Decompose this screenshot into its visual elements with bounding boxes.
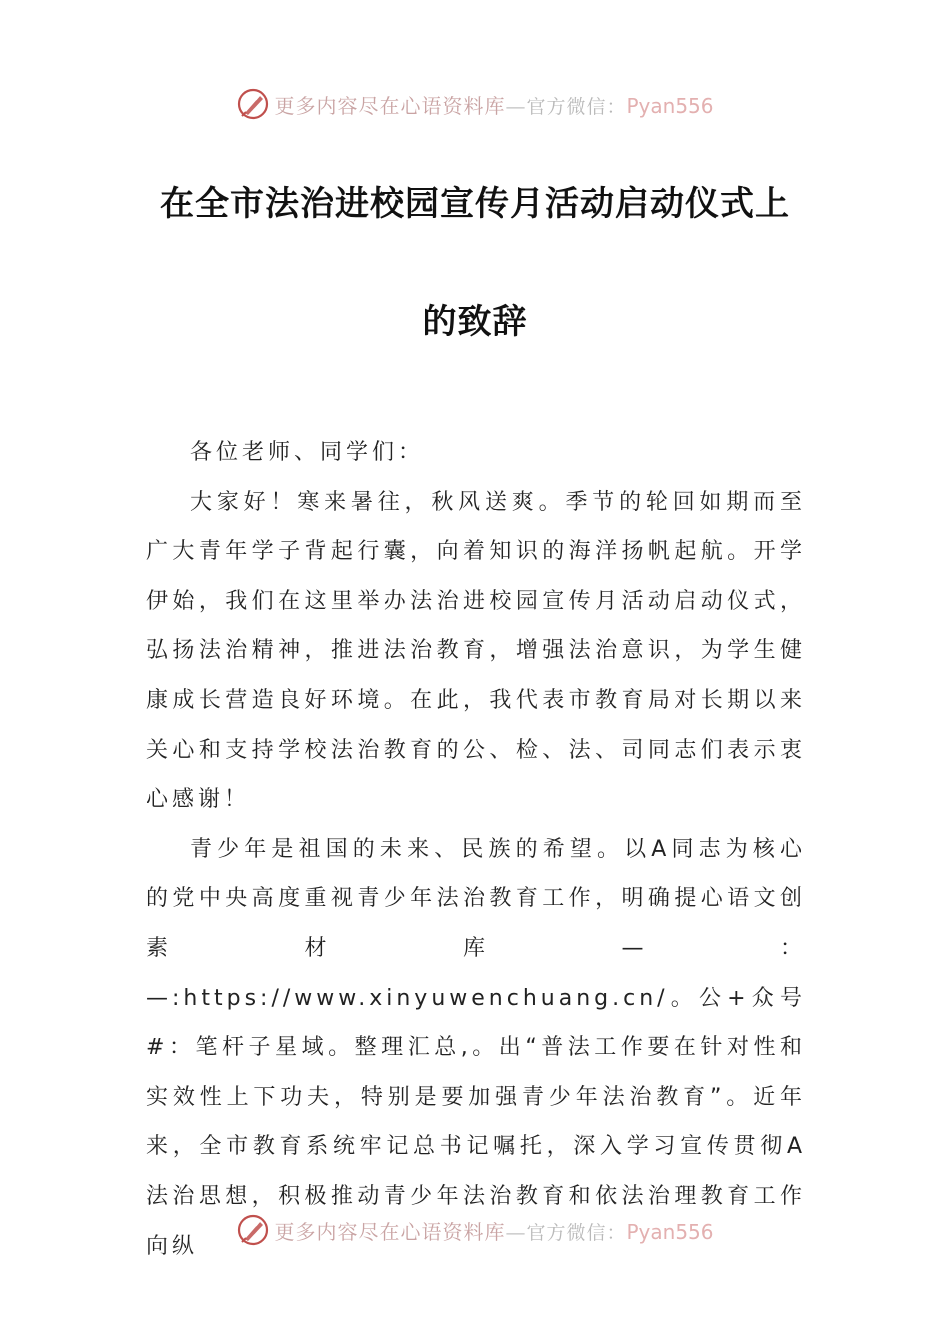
salutation-paragraph: 各位老师、同学们： (190, 440, 425, 465)
body-paragraph: 大家好！寒来暑往，秋风送爽。季节的轮回如期而至广大青年学子背起行囊，向着知识的海洋扬帆起航。开学伊始，我们在这里举办法治进校园宣传月活动启动仪式，弘扬法治精神，推进法治教育，增强法治意识，为学生健康成长营造良好环境。在此，我代表市教育局对长期以来关心和支持学校法治教育的公、检、法、司同志们表示衷心感谢！ (146, 489, 806, 813)
body-paragraph: 青少年是祖国的未来、民族的希望。以A同志为核心的党中央高度重视青少年法治教育工作，明确提心语文创素材库—：—:https://www.xinyuwenchuang.cn/。公+众号#：笔杆子星域。整理汇总,。出“普法工作要在针对性和实效性上下功夫，特别是要加强青少年法治教育”。近年来，全市教育系统牢记总书记嘱托，深入学习宣传贯彻A法治思想，积极推动青少年法治教育和依法治理教育工作向纵 (146, 836, 806, 1259)
footer-watermark (0, 1210, 950, 1250)
banner-wechat-label: 官方微信： (526, 95, 627, 118)
quill-logo-icon (236, 87, 270, 121)
banner-separator: — (505, 93, 527, 118)
banner-wechat-label: 官方微信： (526, 1221, 627, 1244)
header-watermark (0, 84, 950, 124)
banner-wechat-id: Pyan556 (626, 1219, 714, 1244)
quill-logo-icon (236, 1213, 270, 1247)
document-title-line1: 在全市法治进校园宣传月活动启动仪式上 (160, 184, 790, 224)
banner-text: 更多内容尽在心语资料库 (274, 93, 506, 118)
banner-separator: — (505, 1219, 527, 1244)
document-body (146, 428, 806, 1271)
banner-wechat-id: Pyan556 (626, 93, 714, 118)
banner-text: 更多内容尽在心语资料库 (274, 1219, 506, 1244)
document-title-line2: 的致辞 (422, 302, 528, 342)
